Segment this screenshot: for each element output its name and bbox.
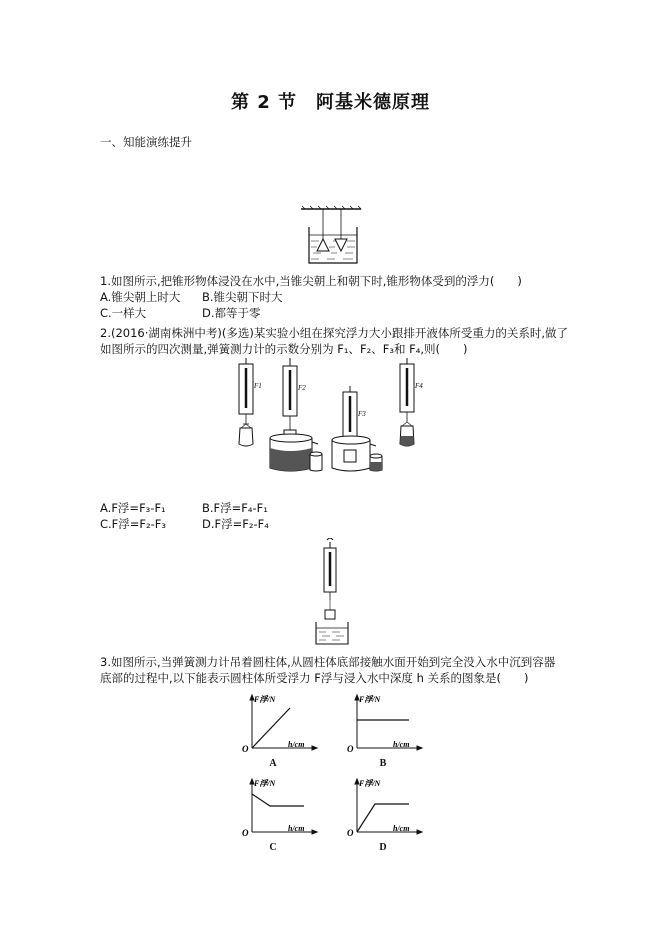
scale-label-f4: F4 xyxy=(415,382,423,390)
q2-option-a: A.F浮=F₃-F₁ xyxy=(100,501,166,515)
graph-a-ylabel: F浮/N xyxy=(254,695,276,704)
graph-d xyxy=(345,776,425,838)
graph-a xyxy=(240,692,320,754)
page-title: 第 2 节 阿基米德原理 xyxy=(230,92,431,113)
scale-label-f2: F2 xyxy=(298,384,306,392)
scale-label-f1: F1 xyxy=(254,382,262,390)
q3-figure xyxy=(310,538,356,646)
graph-d-xlabel: h/cm xyxy=(393,824,410,833)
q3-stem-line1: 3.如图所示,当弹簧测力计吊着圆柱体,从圆柱体底部接触水面开始到完全没入水中沉到容器 xyxy=(100,655,556,669)
q2-option-b: B.F浮=F₄-F₁ xyxy=(202,501,268,515)
graph-c-ylabel: F浮/N xyxy=(254,779,276,788)
q1-option-a: A.锥尖朝上时大 xyxy=(100,290,181,304)
graph-b-ylabel: F浮/N xyxy=(359,695,381,704)
q2-stem-line1: 2.(2016·湖南株洲中考)(多选)某实验小组在探究浮力大小跟排开液体所受重力的关系时,做了 xyxy=(100,326,568,340)
q1-option-c: C.一样大 xyxy=(100,306,147,320)
q2-option-d: D.F浮=F₂-F₄ xyxy=(202,517,269,531)
q2-option-c: C.F浮=F₂-F₃ xyxy=(100,517,167,531)
q1-option-d: D.都等于零 xyxy=(202,306,261,320)
scale-label-f3: F3 xyxy=(358,410,366,418)
graph-d-origin: O xyxy=(347,828,354,838)
graph-a-origin: O xyxy=(242,744,249,754)
graph-b-xlabel: h/cm xyxy=(393,740,410,749)
graph-c-origin: O xyxy=(242,828,249,838)
graph-c-label: C xyxy=(269,842,277,853)
graph-a-xlabel: h/cm xyxy=(288,740,305,749)
graph-c-xlabel: h/cm xyxy=(288,824,305,833)
graph-b xyxy=(345,692,425,754)
graph-d-ylabel: F浮/N xyxy=(359,779,381,788)
graph-b-label: B xyxy=(379,758,387,769)
q3-stem-line2: 底部的过程中,以下能表示圆柱体所受浮力 F浮与浸入水中深度 h 关系的图象是( ) xyxy=(100,671,529,685)
graph-c xyxy=(240,776,320,838)
q1-option-b: B.锥尖朝下时大 xyxy=(202,290,283,304)
graph-d-label: D xyxy=(379,842,387,853)
q2-figure xyxy=(232,358,432,476)
graph-b-origin: O xyxy=(347,744,354,754)
q1-figure xyxy=(295,205,367,267)
graph-a-label: A xyxy=(269,758,277,769)
section-heading: 一、知能演练提升 xyxy=(100,135,192,149)
q1-stem: 1.如图所示,把锥形物体浸没在水中,当锥尖朝上和朝下时,锥形物体受到的浮力( ) xyxy=(100,274,522,288)
q2-stem-line2: 如图所示的四次测量,弹簧测力计的示数分别为 F₁、F₂、F₃和 F₄,则( ) xyxy=(100,342,468,356)
